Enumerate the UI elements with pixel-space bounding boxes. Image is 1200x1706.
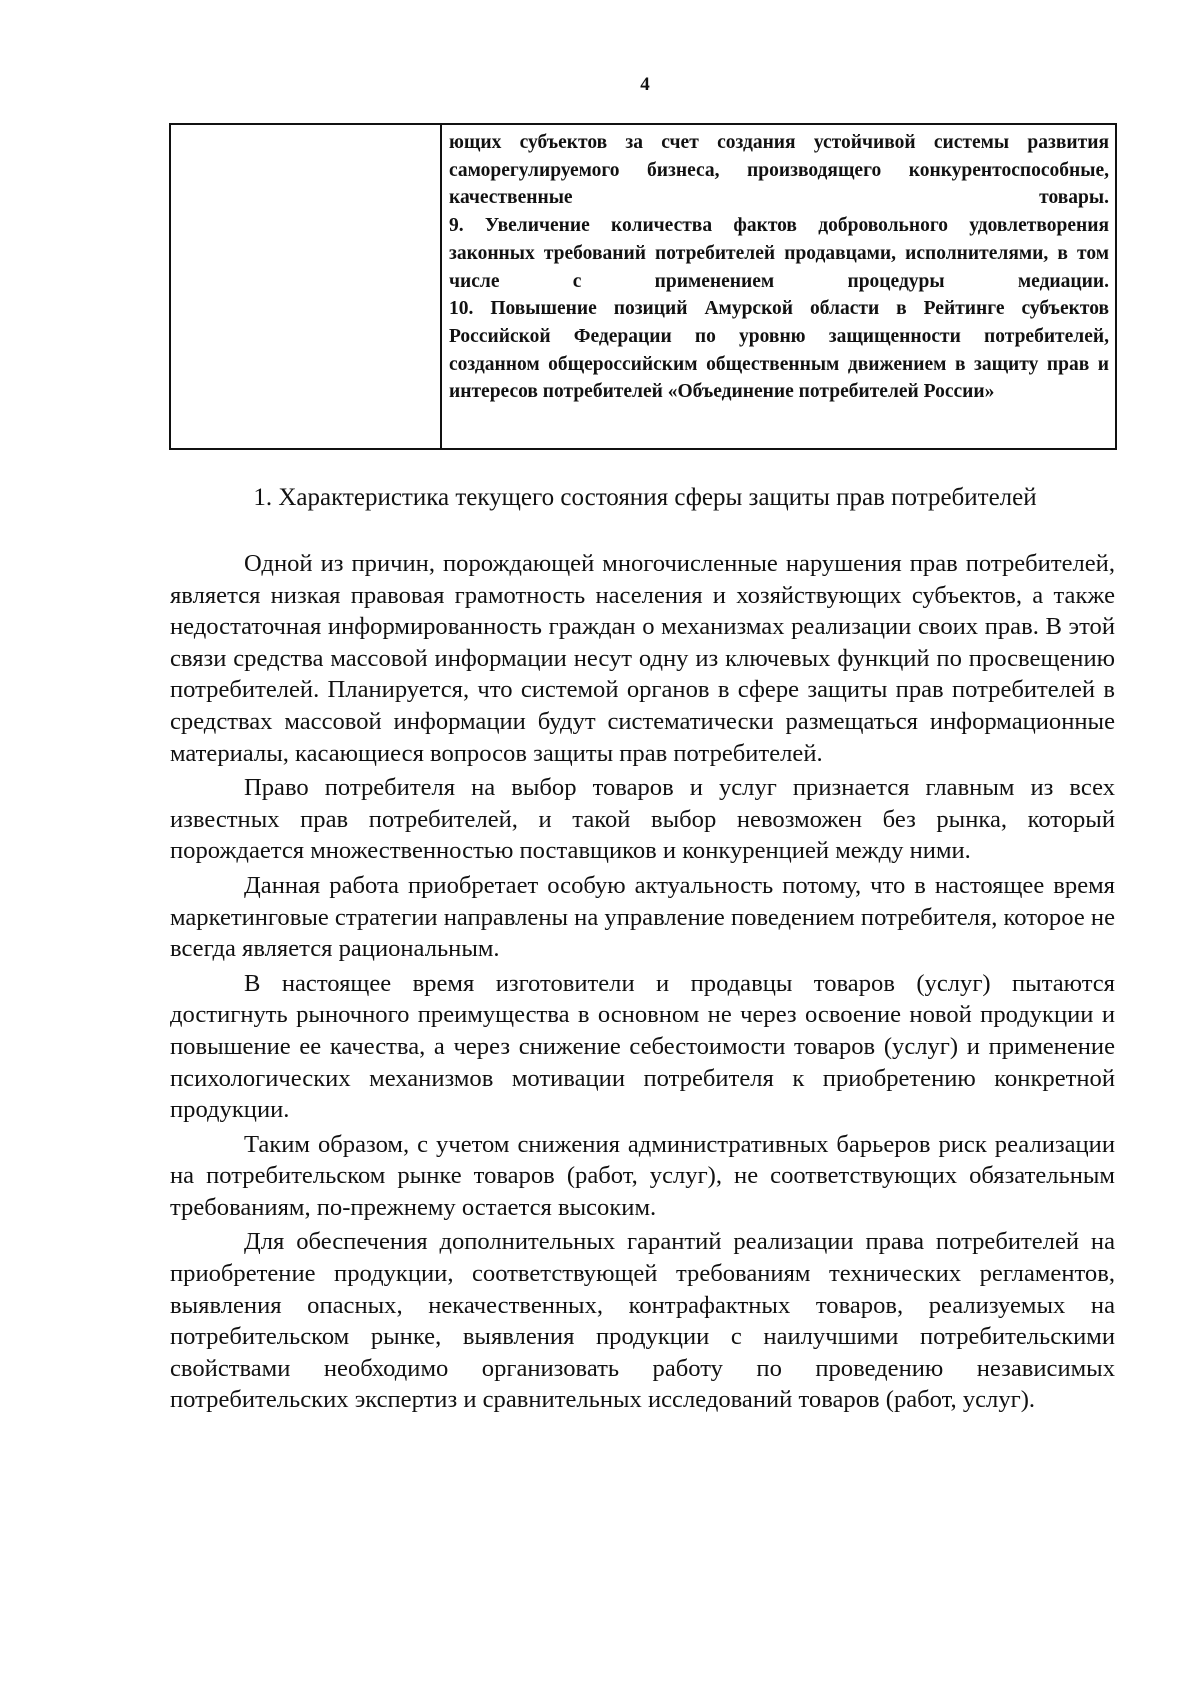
body-paragraph: Данная работа приобретает особую актуальность потому, что в настоящее время маркетинговые стратегии направлены на управление поведением потребителя, которое не всегда является рациональным. <box>170 871 1115 963</box>
table-paragraph: 10. Повышение позиций Амурской области в Рейтинге субъектов Российской Федерации по уровню защищенности потребителей, созданном общероссийским общественным движением в защиту прав и интересов потребителей «Объединение потребителей России» <box>449 298 1109 403</box>
body-paragraph: Одной из причин, порождающей многочисленные нарушения прав потребителей, является низкая правовая грамотность населения и хозяйствующих субъектов, а также недостаточная информированность граждан о механизмах реализации своих прав. В этой связи средства массовой информации несут одну из ключевых функций по просвещению потребителей. Планируется, что системой органов в сфере защиты прав потребителей в средствах массовой информации будут систематически размещаться информационные материалы, касающиеся вопросов защиты прав потребителей. <box>170 550 1115 767</box>
table-paragraph: 9. Увеличение количества фактов добровольного удовлетворения законных требований потребителей продавцами, исполнителями, в том числе с применением процедуры медиации. <box>449 215 1109 292</box>
body-paragraph: Право потребителя на выбор товаров и услуг признается главным из всех известных прав потребителей, и такой выбор невозможен без рынка, который порождается множественностью поставщиков и конкуренцией между ними. <box>170 774 1115 865</box>
program-table <box>169 123 1117 450</box>
table-paragraph: ющих субъектов за счет создания устойчивой системы развития саморегулируемого бизнеса, производящего конкурентоспособные, качественные товары. <box>449 132 1109 209</box>
table-left-cell <box>171 125 442 448</box>
table-right-cell <box>442 125 1115 448</box>
body-paragraph: Таким образом, с учетом снижения административных барьеров риск реализации на потребительском рынке товаров (работ, услуг), не соответствующих обязательным требованиям, по-прежнему остается высоким. <box>170 1130 1115 1221</box>
body-paragraph: В настоящее время изготовители и продавцы товаров (услуг) пытаются достигнуть рыночного преимущества в основном не через освоение новой продукции и повышение ее качества, а через снижение себестоимости товаров (услуг) и применение психологических механизмов мотивации потребителя к приобретению конкретной продукции. <box>170 969 1115 1124</box>
section-body <box>170 548 1115 1419</box>
body-paragraph: Для обеспечения дополнительных гарантий реализации права потребителей на приобретение продукции, соответствующей требованиям технических регламентов, выявления опасных, некачественных, контрафактных товаров, реализуемых на потребительском рынке, выявления продукции с наилучшими потребительскими свойствами необходимо организовать работу по проведению независимых потребительских экспертиз и сравнительных исследований товаров (работ, услуг). <box>170 1228 1115 1414</box>
section-heading: 1. Характеристика текущего состояния сферы защиты прав потребителей <box>253 484 1037 511</box>
page-number: 4 <box>640 74 650 95</box>
